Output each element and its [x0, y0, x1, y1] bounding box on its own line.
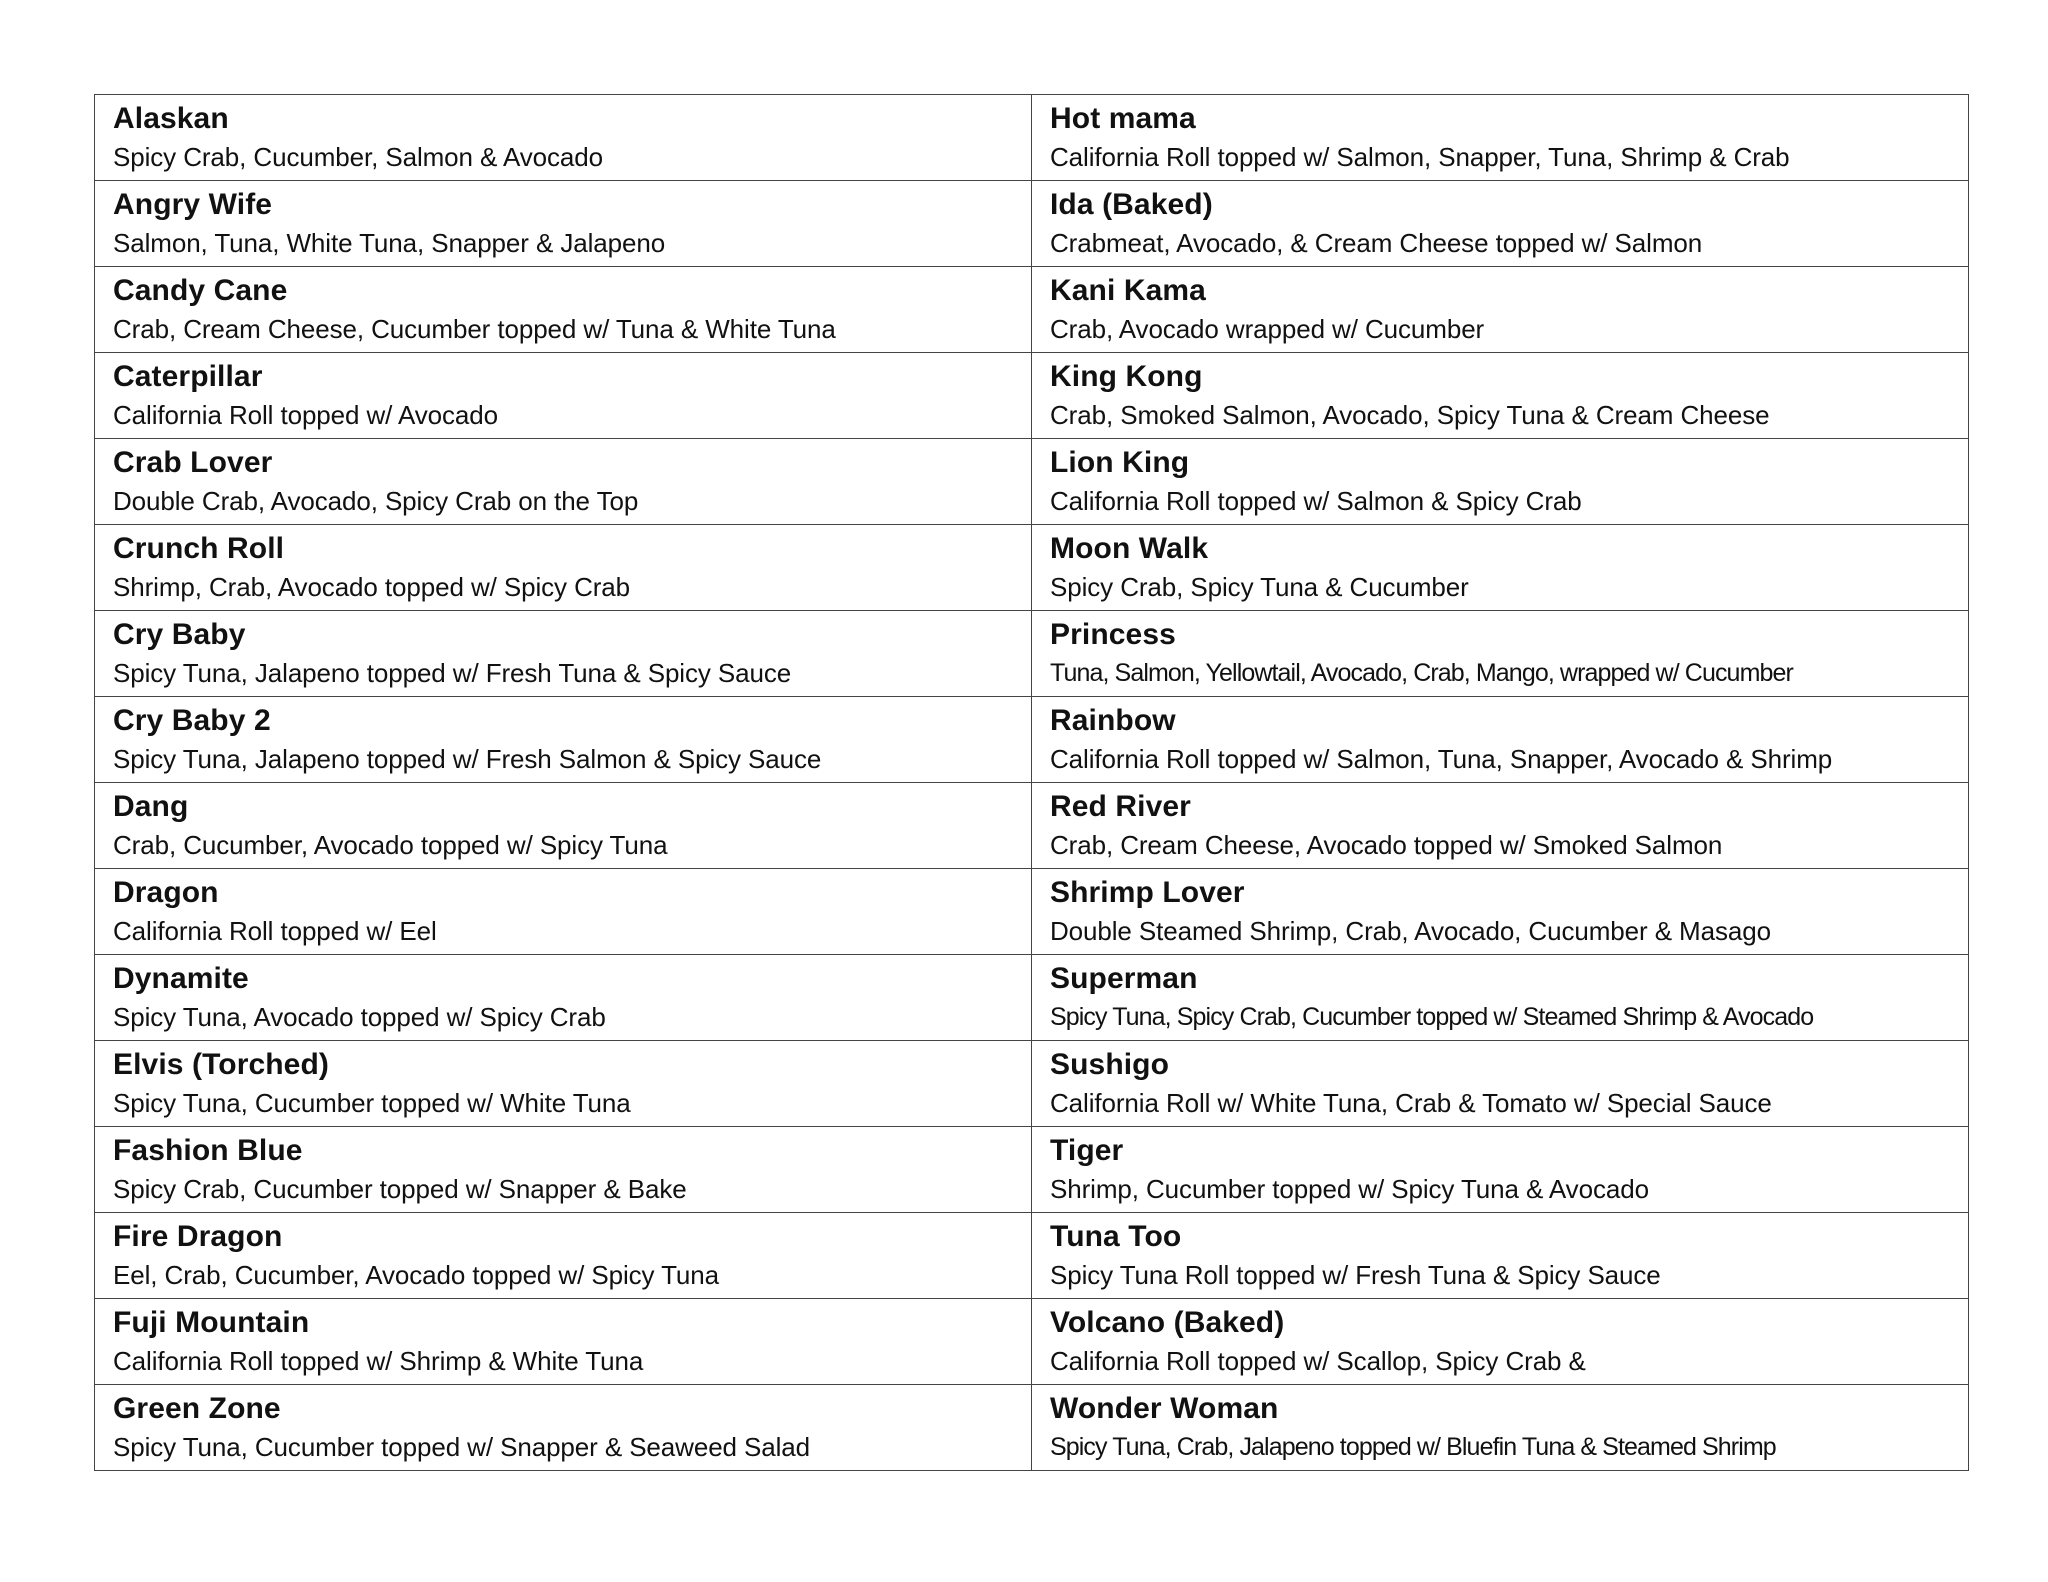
table-row — [95, 697, 1969, 783]
roll-name: Dragon — [113, 876, 219, 909]
menu-cell — [1032, 181, 1969, 267]
roll-name: Dynamite — [113, 962, 249, 995]
menu-cell — [95, 611, 1032, 697]
roll-name: Tuna Too — [1050, 1220, 1182, 1253]
menu-cell — [95, 783, 1032, 869]
menu-cell — [1032, 955, 1969, 1041]
roll-description: Eel, Crab, Cucumber, Avocado topped w/ Spicy Tuna — [113, 1260, 719, 1290]
roll-name: Shrimp Lover — [1050, 876, 1245, 909]
menu-cell — [1032, 525, 1969, 611]
roll-description: Spicy Tuna, Jalapeno topped w/ Fresh Salmon & Spicy Sauce — [113, 744, 822, 774]
table-row — [95, 955, 1969, 1041]
roll-description: Spicy Tuna, Spicy Crab, Cucumber topped w/ Steamed Shrimp & Avocado — [1050, 1003, 1814, 1031]
roll-name: Lion King — [1050, 446, 1190, 479]
menu-cell — [95, 1213, 1032, 1299]
menu-cell — [95, 697, 1032, 783]
menu-cell — [95, 95, 1032, 181]
roll-description: Crab, Smoked Salmon, Avocado, Spicy Tuna & Cream Cheese — [1050, 400, 1770, 430]
roll-name: Moon Walk — [1050, 532, 1209, 565]
roll-description: California Roll topped w/ Salmon, Snapper, Tuna, Shrimp & Crab — [1050, 142, 1790, 172]
roll-description: Crabmeat, Avocado, & Cream Cheese topped w/ Salmon — [1050, 228, 1703, 258]
menu-cell — [1032, 439, 1969, 525]
roll-description: California Roll topped w/ Avocado — [113, 400, 499, 430]
table-row — [95, 439, 1969, 525]
table-row — [95, 353, 1969, 439]
roll-description: Spicy Tuna Roll topped w/ Fresh Tuna & Spicy Sauce — [1050, 1260, 1661, 1290]
roll-description: California Roll topped w/ Salmon & Spicy Crab — [1050, 486, 1582, 516]
menu-cell — [95, 267, 1032, 353]
menu-cell — [1032, 95, 1969, 181]
roll-description: Tuna, Salmon, Yellowtail, Avocado, Crab, Mango, wrapped w/ Cucumber — [1050, 659, 1793, 687]
sushi-roll-menu-table — [94, 94, 1969, 1471]
roll-name: Superman — [1050, 962, 1198, 995]
roll-description: Spicy Tuna, Crab, Jalapeno topped w/ Bluefin Tuna & Steamed Shrimp — [1050, 1433, 1776, 1461]
menu-cell — [1032, 1213, 1969, 1299]
roll-description: Crab, Cucumber, Avocado topped w/ Spicy Tuna — [113, 830, 668, 860]
roll-name: Tiger — [1050, 1134, 1124, 1167]
roll-description: Spicy Crab, Cucumber topped w/ Snapper & Bake — [113, 1174, 687, 1204]
roll-description: Spicy Tuna, Jalapeno topped w/ Fresh Tuna & Spicy Sauce — [113, 658, 792, 688]
roll-description: California Roll w/ White Tuna, Crab & Tomato w/ Special Sauce — [1050, 1088, 1772, 1118]
menu-table-body — [95, 95, 1969, 1471]
roll-description: Crab, Cream Cheese, Cucumber topped w/ Tuna & White Tuna — [113, 314, 836, 344]
menu-cell — [1032, 1299, 1969, 1385]
roll-description: Crab, Cream Cheese, Avocado topped w/ Smoked Salmon — [1050, 830, 1723, 860]
menu-cell — [1032, 869, 1969, 955]
menu-cell — [95, 869, 1032, 955]
table-row — [95, 267, 1969, 353]
menu-cell — [95, 181, 1032, 267]
menu-cell — [95, 1299, 1032, 1385]
table-row — [95, 1127, 1969, 1213]
menu-cell — [1032, 353, 1969, 439]
roll-description: Spicy Tuna, Cucumber topped w/ White Tuna — [113, 1088, 631, 1118]
table-row — [95, 1213, 1969, 1299]
menu-cell — [95, 439, 1032, 525]
table-row — [95, 869, 1969, 955]
roll-name: Crunch Roll — [113, 532, 285, 565]
roll-description: Shrimp, Crab, Avocado topped w/ Spicy Crab — [113, 572, 631, 602]
roll-name: Sushigo — [1050, 1048, 1170, 1081]
roll-name: Cry Baby — [113, 618, 246, 651]
roll-description: Double Steamed Shrimp, Crab, Avocado, Cucumber & Masago — [1050, 916, 1771, 946]
menu-cell — [95, 525, 1032, 611]
roll-name: Kani Kama — [1050, 274, 1206, 307]
roll-name: Caterpillar — [113, 360, 263, 393]
table-row — [95, 1041, 1969, 1127]
menu-cell — [1032, 697, 1969, 783]
roll-description: Spicy Crab, Cucumber, Salmon & Avocado — [113, 142, 603, 172]
roll-name: Crab Lover — [113, 446, 273, 479]
roll-name: Hot mama — [1050, 102, 1196, 135]
table-row — [95, 1299, 1969, 1385]
roll-description: Shrimp, Cucumber topped w/ Spicy Tuna & Avocado — [1050, 1174, 1649, 1204]
roll-description: California Roll topped w/ Salmon, Tuna, Snapper, Avocado & Shrimp — [1050, 744, 1833, 774]
roll-name: Fire Dragon — [113, 1220, 283, 1253]
menu-cell — [1032, 1385, 1969, 1471]
roll-description: Spicy Tuna, Cucumber topped w/ Snapper & Seaweed Salad — [113, 1432, 811, 1462]
table-row — [95, 95, 1969, 181]
menu-cell — [95, 1385, 1032, 1471]
roll-name: Rainbow — [1050, 704, 1176, 737]
roll-name: Volcano (Baked) — [1050, 1306, 1285, 1339]
roll-name: Cry Baby 2 — [113, 704, 271, 737]
menu-cell — [95, 353, 1032, 439]
roll-description: Spicy Crab, Spicy Tuna & Cucumber — [1050, 572, 1469, 602]
roll-name: Fuji Mountain — [113, 1306, 310, 1339]
menu-cell — [1032, 267, 1969, 353]
roll-name: Dang — [113, 790, 189, 823]
roll-name: Princess — [1050, 618, 1176, 651]
roll-name: Green Zone — [113, 1392, 281, 1425]
roll-description: California Roll topped w/ Shrimp & White Tuna — [113, 1346, 644, 1376]
table-row — [95, 181, 1969, 267]
menu-cell — [1032, 611, 1969, 697]
roll-name: King Kong — [1050, 360, 1203, 393]
roll-description: California Roll topped w/ Eel — [113, 916, 437, 946]
table-row — [95, 611, 1969, 697]
menu-cell — [1032, 1127, 1969, 1213]
roll-name: Candy Cane — [113, 274, 288, 307]
table-row — [95, 525, 1969, 611]
roll-name: Fashion Blue — [113, 1134, 303, 1167]
table-row — [95, 1385, 1969, 1471]
roll-description: Crab, Avocado wrapped w/ Cucumber — [1050, 314, 1485, 344]
menu-cell — [1032, 1041, 1969, 1127]
roll-name: Alaskan — [113, 102, 229, 135]
roll-name: Red River — [1050, 790, 1191, 823]
table-row — [95, 783, 1969, 869]
roll-name: Elvis (Torched) — [113, 1048, 329, 1081]
menu-cell — [95, 1041, 1032, 1127]
menu-cell — [95, 1127, 1032, 1213]
roll-name: Angry Wife — [113, 188, 273, 221]
menu-cell — [95, 955, 1032, 1041]
roll-name: Ida (Baked) — [1050, 188, 1213, 221]
roll-description: Double Crab, Avocado, Spicy Crab on the Top — [113, 486, 639, 516]
roll-description: Salmon, Tuna, White Tuna, Snapper & Jalapeno — [113, 228, 666, 258]
roll-description: Spicy Tuna, Avocado topped w/ Spicy Crab — [113, 1002, 606, 1032]
roll-description: California Roll topped w/ Scallop, Spicy Crab & — [1050, 1346, 1586, 1376]
roll-name: Wonder Woman — [1050, 1392, 1279, 1425]
menu-cell — [1032, 783, 1969, 869]
